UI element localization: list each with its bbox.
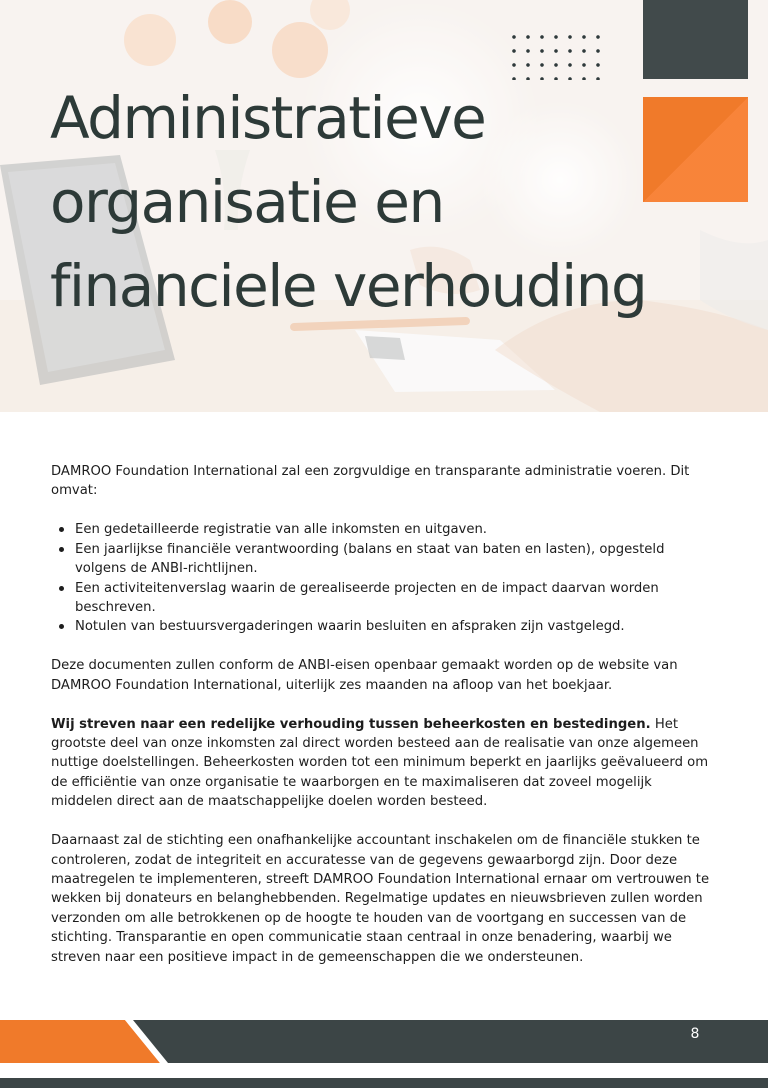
list-item: Notulen van bestuursvergaderingen waarin besluiten en afspraken zijn vastgelegd.: [75, 617, 716, 636]
costs-paragraph: [51, 715, 716, 812]
page-number: 8: [690, 1026, 700, 1042]
intro-paragraph: DAMROO Foundation International zal een zorgvuldige en transparante administratie voeren. Dit omvat:: [51, 464, 690, 499]
list-item: Een activiteitenverslag waarin de gerealiseerde projecten en de impact daarvan worden beschreven.: [75, 579, 716, 618]
footer-dark-stripe: [133, 1020, 768, 1063]
title-line-2: organisatie en: [50, 168, 444, 236]
footer-bar: [0, 1020, 768, 1063]
decorative-dark-square-icon: [643, 0, 748, 79]
title-line-1: Administratieve: [50, 84, 486, 152]
hero-banner: [0, 0, 768, 412]
body-text: [51, 462, 716, 986]
bullet-list: [51, 520, 716, 636]
page-title: [50, 76, 730, 328]
decorative-dot-grid-icon: [507, 30, 603, 80]
footer-bottom-strip: [0, 1078, 768, 1088]
list-item: Een gedetailleerde registratie van alle inkomsten en uitgaven.: [75, 520, 716, 539]
title-line-3: financiele verhouding: [50, 252, 647, 320]
costs-bold-lead: Wij streven naar een redelijke verhouding tussen beheerkosten en bestedingen.: [51, 716, 651, 732]
list-item: Een jaarlijkse financiële verantwoording (balans en staat van baten en lasten), opgesteld volgens de ANBI-richtlijnen.: [75, 540, 716, 579]
publication-paragraph: Deze documenten zullen conform de ANBI-eisen openbaar gemaakt worden op de website van DAMROO Foundation International, uiterlijk zes maanden na afloop van het boekjaar.: [51, 658, 678, 693]
closing-paragraph: Daarnaast zal de stichting een onafhankelijke accountant inschakelen om de financiële stukken te controleren, zodat de integriteit en accuratesse van de gegevens gewaarborgd zijn. Door deze maatregelen te implementeren, streeft DAMROO Foundation International ernaar om vertrouwen te wekken bij donateurs en belanghebbenden. Regelmatige updates en nieuwsbrieven zullen worden verzonden om alle betrokkenen op de hoogte te houden van de voortgang en successen van de stichting. Transparantie en open communicatie staan centraal in onze benadering, waarbij we streven naar een positieve impact in de gemeenschappen die we ondersteunen.: [51, 833, 710, 965]
costs-body: Het grootste deel van onze inkomsten zal direct worden besteed aan de realisatie van onze algemeen nuttige doelstellingen. Beheerkosten worden tot een minimum beperkt en jaarlijks geëvalueerd om de efficiëntie van onze organisatie te waarborgen en te maximaliseren dat zoveel mogelijk middelen direct aan de maatschappelijke doelen worden besteed.: [51, 716, 709, 810]
